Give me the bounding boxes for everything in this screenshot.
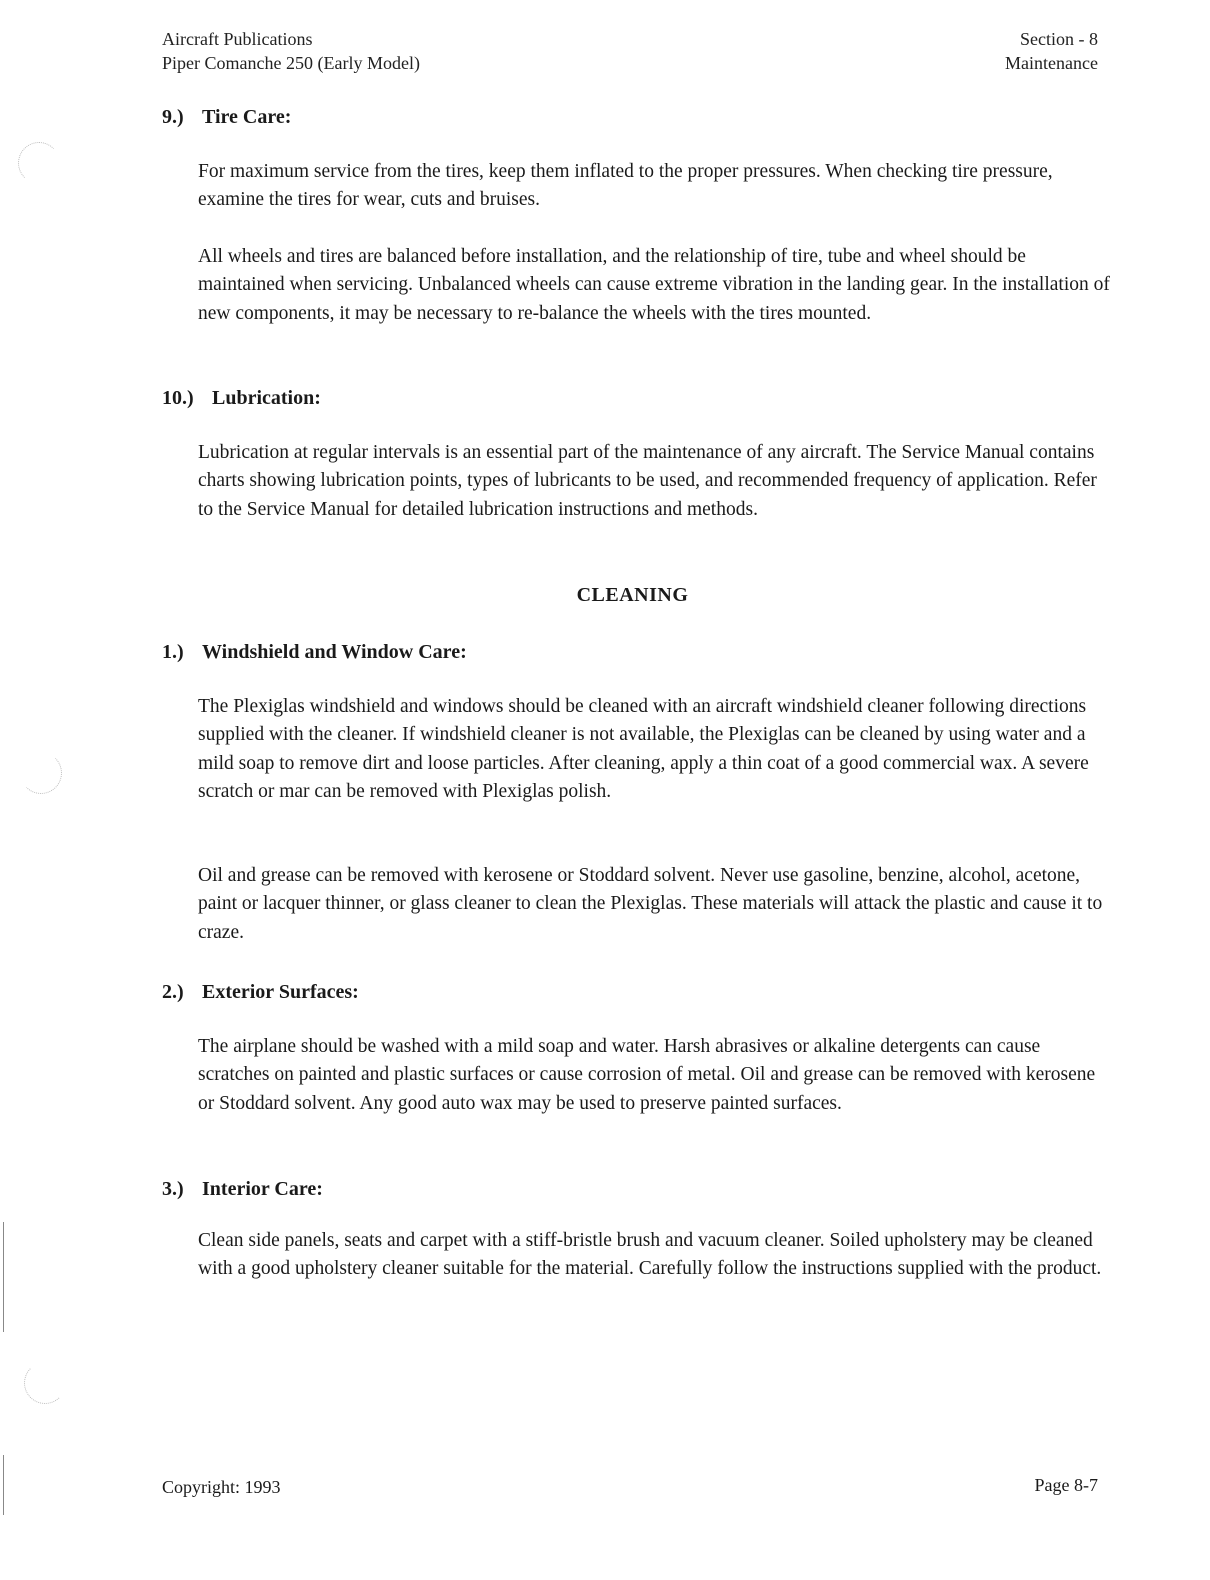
header-publisher — [162, 27, 420, 75]
header-section-title: Maintenance — [1005, 53, 1098, 73]
windshield-heading — [162, 639, 467, 665]
tire-care-paragraph-1: For maximum service from the tires, keep them inflated to the proper pressures. When checking tire pressure, examine the tires for wear, cuts and bruises. — [198, 161, 1053, 211]
punch-hole-mark-middle — [20, 752, 62, 794]
punch-hole-mark-top — [18, 142, 60, 184]
header-section-number: Section - 8 — [1020, 29, 1098, 49]
footer-copyright: Copyright: 1993 — [162, 1477, 281, 1497]
interior-heading — [162, 1176, 323, 1202]
exterior-title: Exterior Surfaces: — [202, 981, 359, 1003]
tire-care-number: 9.) — [162, 106, 184, 128]
lubrication-heading — [162, 385, 321, 411]
windshield-paragraph-2: Oil and grease can be removed with kerosene or Stoddard solvent. Never use gasoline, benzine, alcohol, acetone, paint or lacquer thinner, or glass cleaner to clean the Plexiglas. These materials will attack the plastic and cause it to craze. — [198, 865, 1103, 943]
exterior-heading — [162, 979, 359, 1005]
header-section — [1005, 27, 1098, 75]
exterior-paragraph-1: The airplane should be washed with a mild soap and water. Harsh abrasives or alkaline detergents can cause scratches on painted and plastic surfaces or cause corrosion of metal. Oil and grease can be removed with kerosene or Stoddard solvent. Any good auto wax may be used to preserve painted surfaces. — [198, 1036, 1096, 1114]
tire-care-heading — [162, 104, 291, 130]
lubrication-number: 10.) — [162, 387, 194, 409]
lubrication-paragraph-1: Lubrication at regular intervals is an essential part of the maintenance of any aircraft. The Service Manual contains charts showing lubrication points, types of lubricants to be used, and recommended frequency of application. Refer to the Service Manual for detailed lubrication instructions and methods. — [198, 442, 1097, 520]
interior-number: 3.) — [162, 1178, 184, 1200]
windshield-title: Windshield and Window Care: — [202, 641, 467, 663]
tire-care-title: Tire Care: — [202, 106, 292, 128]
header-publisher-name: Aircraft Publications — [162, 29, 313, 49]
cleaning-heading: CLEANING — [576, 584, 689, 606]
windshield-paragraph-1: The Plexiglas windshield and windows should be cleaned with an aircraft windshield cleaner following directions supplied with the cleaner. If windshield cleaner is not available, the Plexiglas can be cleaned by using water and a mild soap to remove dirt and loose particles. After cleaning, apply a thin coat of a good commercial wax. A severe scratch or mar can be removed with Plexiglas polish. — [198, 696, 1089, 803]
tire-care-paragraph-2: All wheels and tires are balanced before installation, and the relationship of tire, tube and wheel should be maintained when servicing. Unbalanced wheels can cause extreme vibration in the landing gear. In the installation of new components, it may be necessary to re-balance the wheels with the tires mounted. — [198, 246, 1110, 324]
footer-page-number: Page 8-7 — [1034, 1475, 1098, 1495]
lubrication-title: Lubrication: — [212, 387, 321, 409]
interior-title: Interior Care: — [202, 1178, 323, 1200]
windshield-number: 1.) — [162, 641, 184, 663]
punch-hole-mark-bottom — [24, 1362, 66, 1404]
scan-edge-line-2 — [3, 1455, 4, 1515]
header-aircraft-model: Piper Comanche 250 (Early Model) — [162, 53, 420, 73]
exterior-number: 2.) — [162, 981, 184, 1003]
interior-paragraph-1: Clean side panels, seats and carpet with a stiff-bristle brush and vacuum cleaner. Soiled upholstery may be cleaned with a good upholstery cleaner suitable for the material. Carefully follow the instructions supplied with the product. — [198, 1230, 1102, 1280]
scan-edge-line-1 — [3, 1222, 4, 1332]
